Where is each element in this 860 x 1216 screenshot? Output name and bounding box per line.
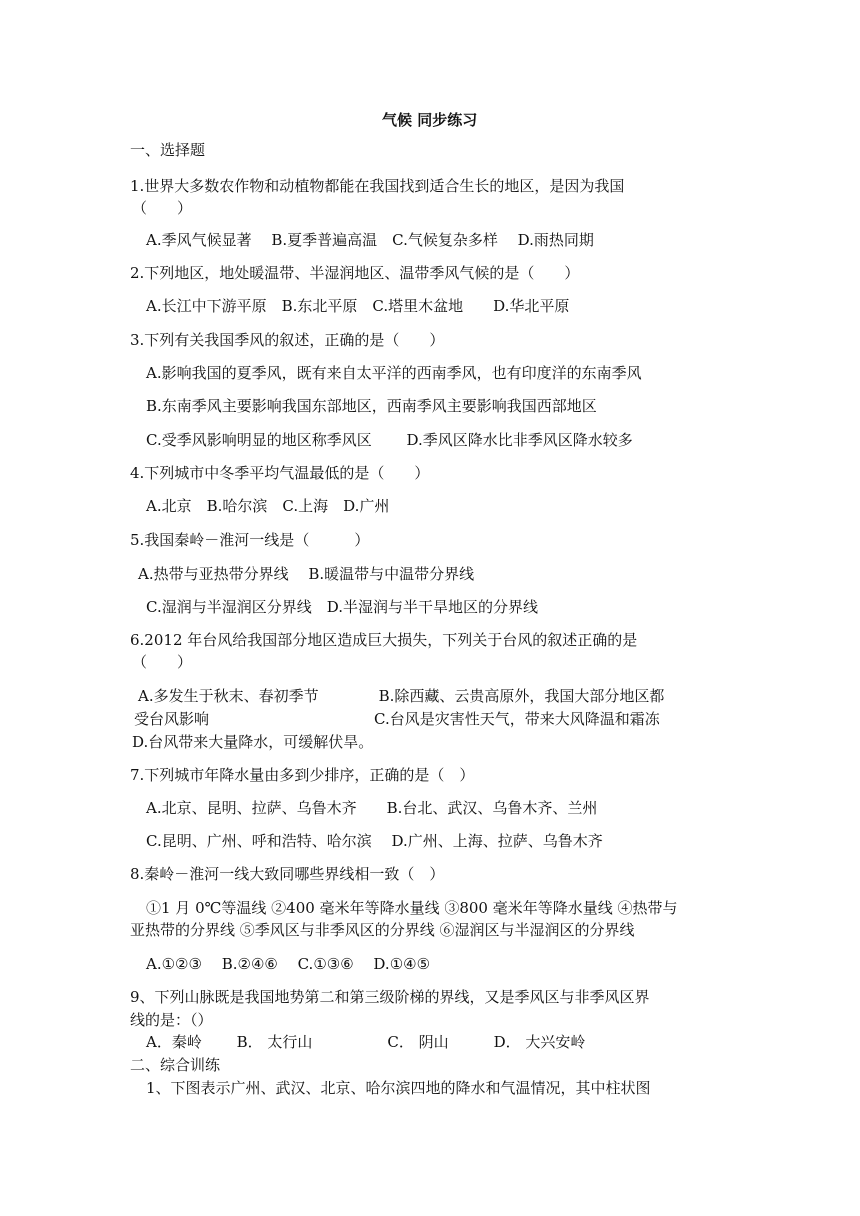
section-heading-choice: 一、选择题 — [130, 141, 206, 159]
question-7-option-ab: A.北京、昆明、拉萨、乌鲁木齐 B.台北、武汉、乌鲁木齐、兰州 — [146, 799, 598, 817]
section-heading-comprehensive: 二、综合训练 — [130, 1056, 221, 1074]
question-8-line-2: 亚热带的分界线 ⑤季风区与非季风区的分界线 ⑥湿润区与半湿润区的分界线 — [130, 921, 635, 939]
question-1-options: A.季风气候显著 B.夏季普遍高温 C.气候复杂多样 D.雨热同期 — [146, 231, 594, 249]
question-5-option-cd: C.湿润与半湿润区分界线 D.半湿润与半干旱地区的分界线 — [146, 598, 538, 616]
question-1-stem: 1.世界大多数农作物和动植物都能在我国找到适合生长的地区，是因为我国 — [130, 177, 625, 195]
page-title: 气候 同步练习 — [382, 111, 478, 129]
question-3-option-cd: C.受季风影响明显的地区称季风区 D.季风区降水比非季风区降水较多 — [146, 431, 633, 449]
question-8-stem: 8.秦岭－淮河一线大致同哪些界线相一致（ ） — [130, 865, 445, 883]
question-9-stem: 9、下列山脉既是我国地势第二和第三级阶梯的界线，又是季风区与非季风区界 — [130, 988, 650, 1006]
question-2-options: A.长江中下游平原 B.东北平原 C.塔里木盆地 D.华北平原 — [146, 297, 570, 315]
question-7-option-cd: C.昆明、广州、呼和浩特、哈尔滨 D.广州、上海、拉萨、乌鲁木齐 — [146, 832, 603, 850]
question-1-blank: （ ） — [132, 199, 193, 217]
question-5-stem: 5.我国秦岭－淮河一线是（ ） — [130, 531, 370, 549]
question-3-stem: 3.下列有关我国季风的叙述，正确的是（ ） — [130, 331, 445, 349]
question-9-options: A．秦岭 B． 太行山 C． 阴山 D． 大兴安岭 — [146, 1033, 586, 1051]
question-6-stem: 6.2012 年台风给我国部分地区造成巨大损失，下列关于台风的叙述正确的是 — [130, 631, 638, 649]
question-10-stem: 1、下图表示广州、武汉、北京、哈尔滨四地的降水和气温情况，其中柱状图 — [146, 1079, 651, 1097]
question-8-line-1: ①1 月 0℃等温线 ②400 毫米年等降水量线 ③800 毫米年等降水量线 ④热带与 — [146, 899, 678, 917]
question-4-stem: 4.下列城市中冬季平均气温最低的是（ ） — [130, 464, 430, 482]
question-4-options: A.北京 B.哈尔滨 C.上海 D.广州 — [146, 497, 390, 515]
question-3-option-a: A.影响我国的夏季风，既有来自太平洋的西南季风，也有印度洋的东南季风 — [146, 364, 642, 382]
question-7-stem: 7.下列城市年降水量由多到少排序，正确的是（ ） — [130, 766, 475, 784]
question-9-stem-cont: 线的是：（） — [130, 1011, 213, 1029]
question-2-stem: 2.下列地区，地处暖温带、半湿润地区、温带季风气候的是（ ） — [130, 264, 580, 282]
question-6-line-2: 受台风影响 C.台风是灾害性天气，带来大风降温和霜冻 — [134, 710, 660, 728]
question-6-line-1: A.多发生于秋末、春初季节 B.除西藏、云贵高原外，我国大部分地区都 — [138, 687, 665, 705]
question-3-option-b: B.东南季风主要影响我国东部地区，西南季风主要影响我国西部地区 — [146, 397, 597, 415]
question-8-options: A.①②③ B.②④⑥ C.①③⑥ D.①④⑤ — [146, 955, 431, 973]
question-6-line-3: D.台风带来大量降水，可缓解伏旱。 — [132, 733, 374, 751]
question-5-option-ab: A.热带与亚热带分界线 B.暖温带与中温带分界线 — [138, 565, 475, 583]
question-6-blank: （ ） — [132, 653, 193, 671]
